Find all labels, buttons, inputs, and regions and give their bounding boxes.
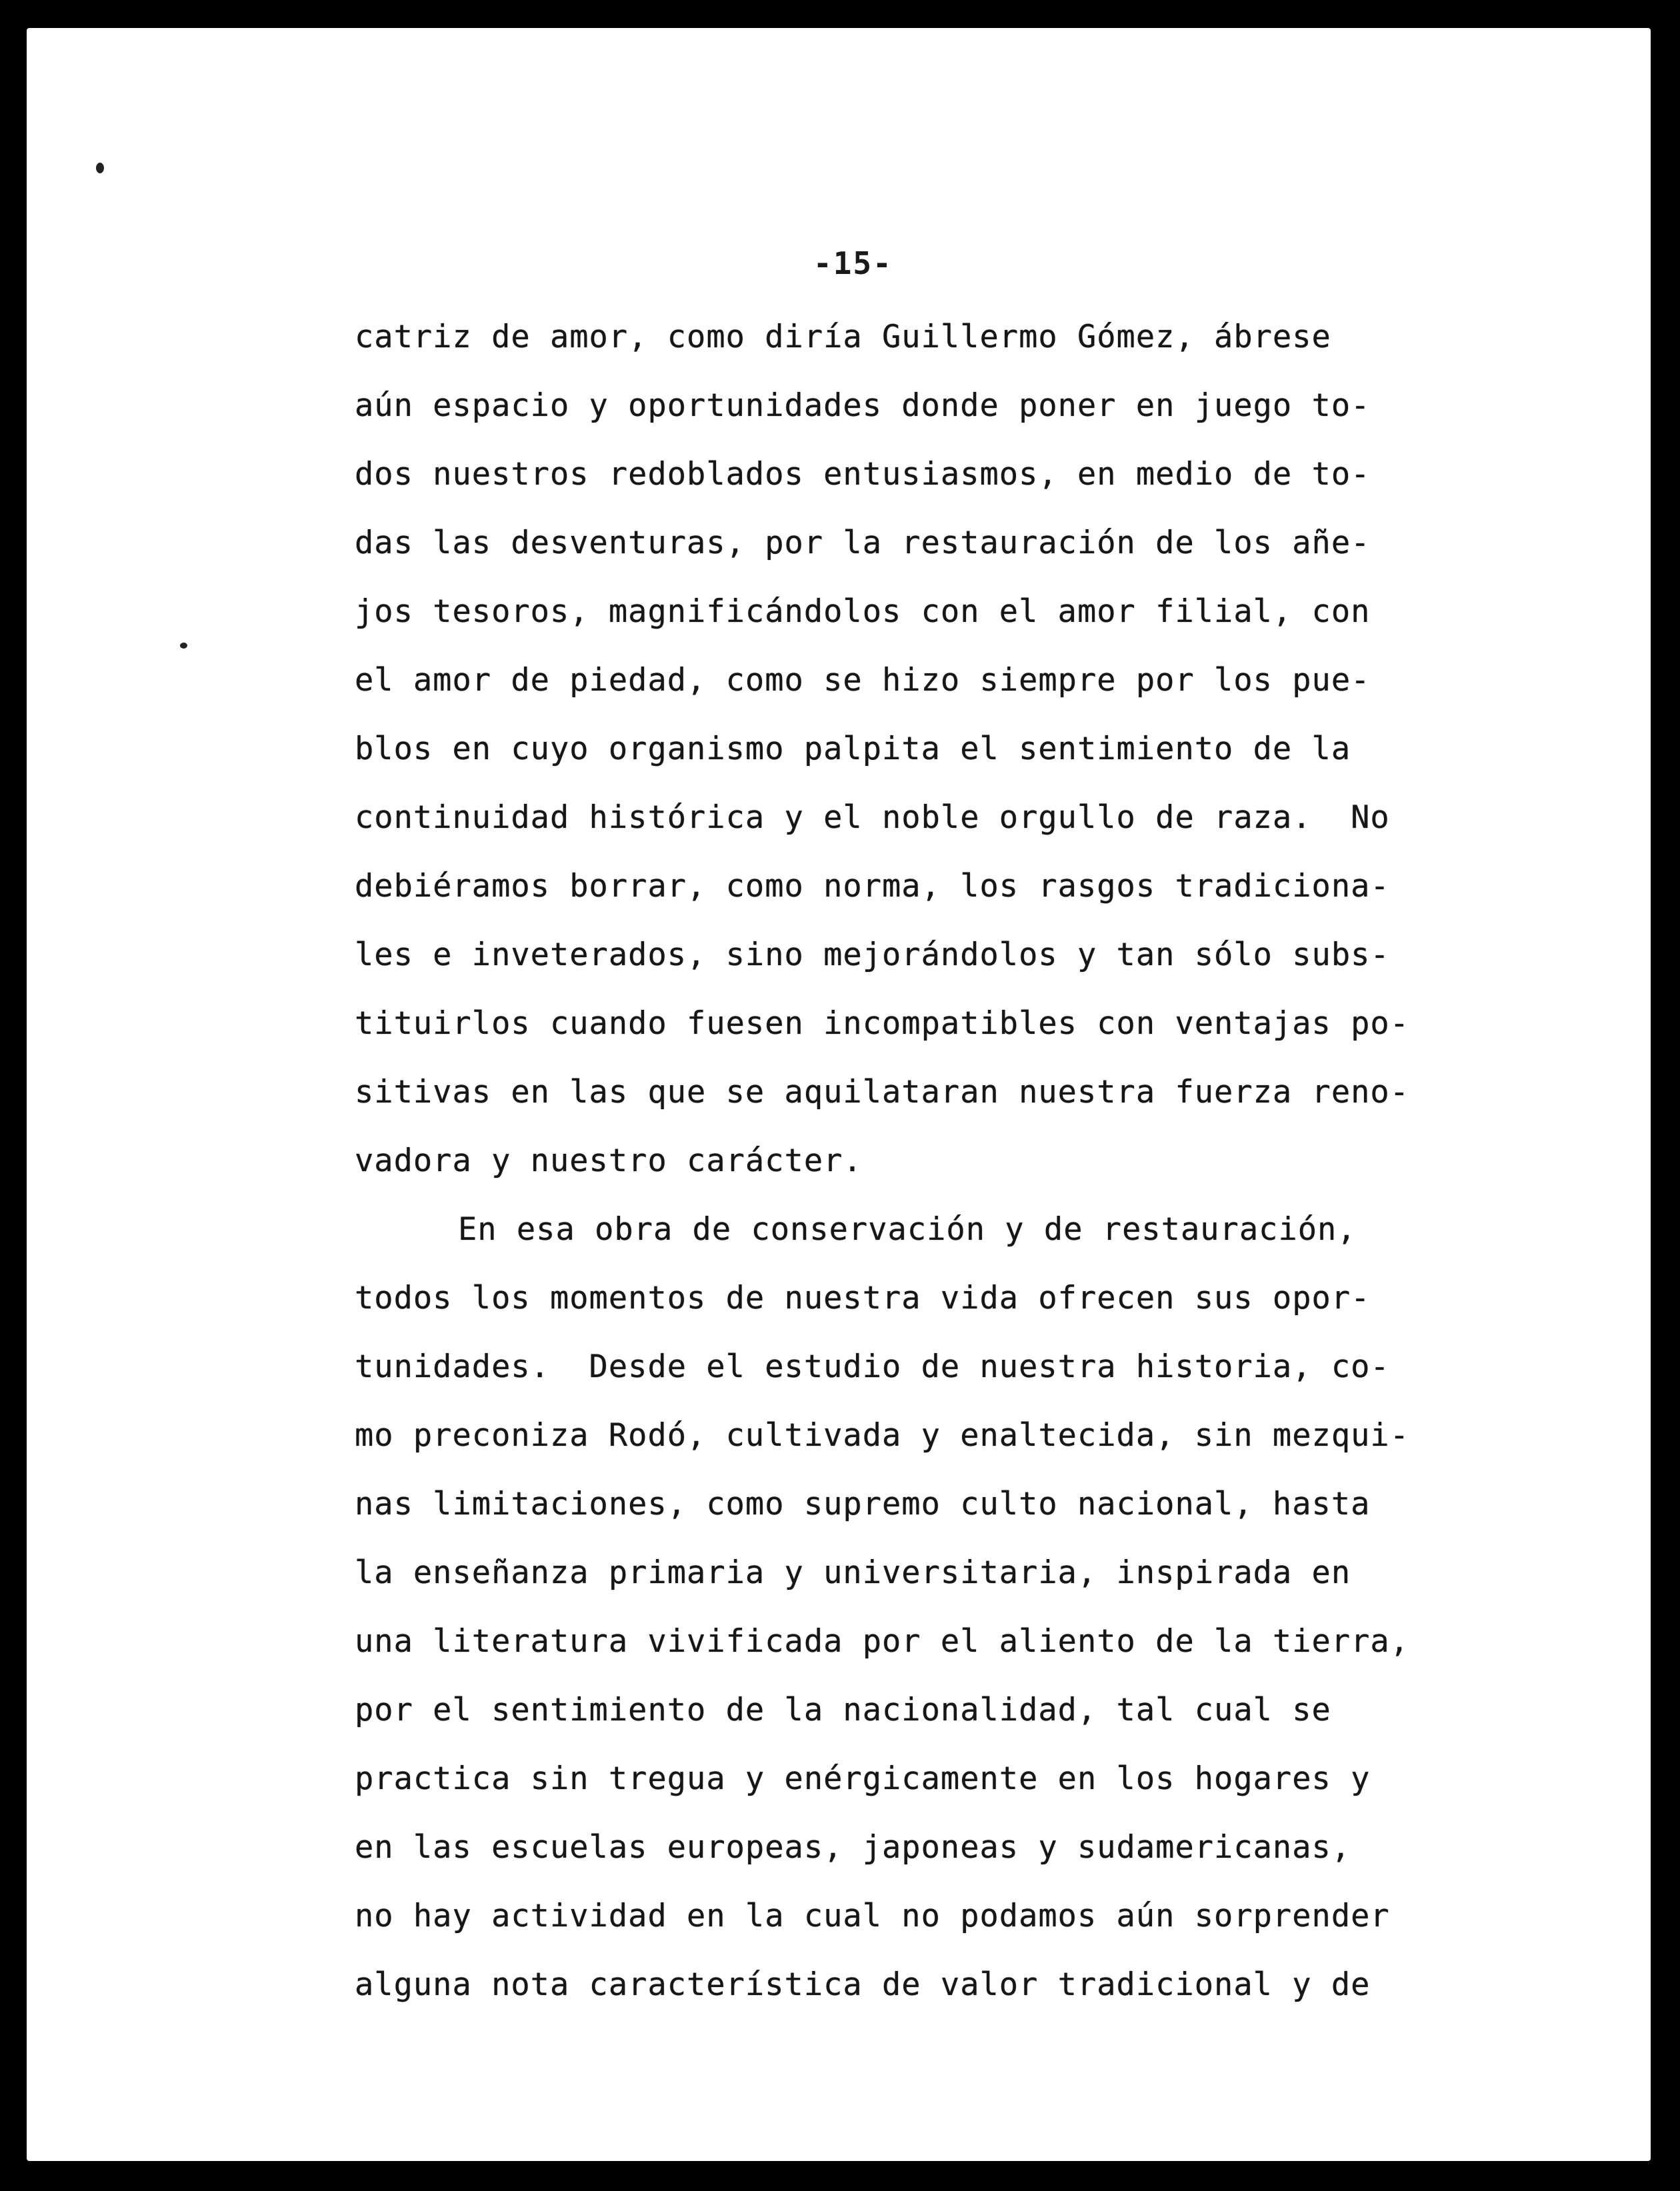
text-line: el amor de piedad, como se hizo siempre por los pue- — [355, 662, 1371, 699]
text-line: debiéramos borrar, como norma, los rasgos tradiciona- — [355, 868, 1390, 905]
text-line: tituirlos cuando fuesen incompatibles con ventajas po- — [355, 1005, 1410, 1042]
ink-speck — [96, 163, 104, 173]
text-line: blos en cuyo organismo palpita el sentimiento de la — [355, 731, 1351, 767]
page-number: -15- — [813, 245, 893, 281]
text-line: alguna nota característica de valor tradicional y de — [355, 1966, 1371, 2003]
document-page — [27, 28, 1651, 2161]
text-line: dos nuestros redoblados entusiasmos, en medio de to- — [355, 456, 1371, 493]
text-line: en las escuelas europeas, japoneas y sudamericanas, — [355, 1829, 1351, 1866]
text-line: la enseñanza primaria y universitaria, inspirada en — [355, 1554, 1351, 1591]
text-line: mo preconiza Rodó, cultivada y enaltecida, sin mezqui- — [355, 1417, 1410, 1454]
paragraph — [355, 1195, 1475, 2019]
text-line: todos los momentos de nuestra vida ofrecen sus opor- — [355, 1280, 1371, 1316]
text-line: una literatura vivificada por el aliento de la tierra, — [355, 1623, 1410, 1660]
paragraph — [355, 303, 1475, 1195]
text-line: practica sin tregua y enérgicamente en los hogares y — [355, 1760, 1371, 1797]
text-line: por el sentimiento de la nacionalidad, tal cual se — [355, 1692, 1331, 1728]
body-text — [355, 303, 1475, 2019]
ink-speck — [180, 643, 187, 649]
text-line: jos tesoros, magnificándolos con el amor filial, con — [355, 593, 1371, 630]
text-line: no hay actividad en la cual no podamos aún sorprender — [355, 1898, 1390, 1934]
text-line: continuidad histórica y el noble orgullo de raza. No — [355, 799, 1390, 836]
text-line: catriz de amor, como diría Guillermo Gómez, ábrese — [355, 319, 1331, 355]
text-line: das las desventuras, por la restauración de los añe- — [355, 525, 1371, 561]
text-line: En esa obra de conservación y de restauración, — [458, 1211, 1357, 1248]
text-line: les e inveterados, sino mejorándolos y tan sólo subs- — [355, 937, 1390, 973]
text-line: nas limitaciones, como supremo culto nacional, hasta — [355, 1486, 1371, 1522]
text-line: vadora y nuestro carácter. — [355, 1142, 863, 1179]
text-line: tunidades. Desde el estudio de nuestra historia, co- — [355, 1348, 1390, 1385]
text-line: aún espacio y oportunidades donde poner en juego to- — [355, 387, 1371, 424]
text-line: sitivas en las que se aquilataran nuestra fuerza reno- — [355, 1074, 1410, 1110]
